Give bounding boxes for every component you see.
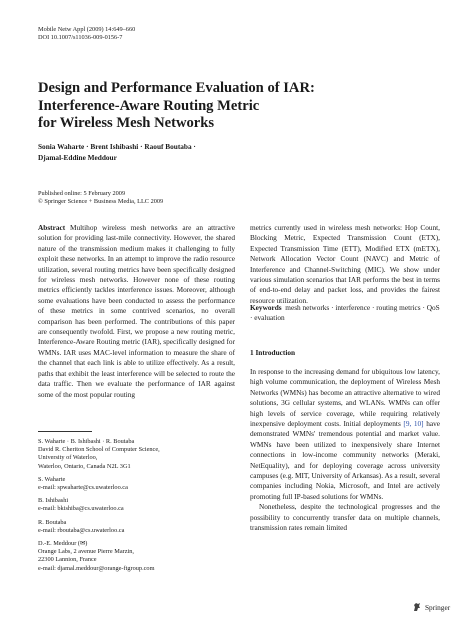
affiliation-line: S. Waharte bbox=[38, 475, 66, 483]
intro-paragraph-2: Nonetheless, despite the technological progresses and the possibility to concurrently transfer data on multiple channels, transmission rates remain limited bbox=[250, 502, 440, 533]
affiliation-block bbox=[38, 540, 238, 573]
affiliation-line: B. Ishibashi bbox=[38, 497, 69, 505]
affiliation-line: R. Boutaba bbox=[38, 518, 67, 526]
title-line-3: for Wireless Mesh Networks bbox=[38, 115, 215, 131]
intro-paragraph-1 bbox=[250, 367, 440, 502]
affiliation-line: S. Waharte · B. Ishibashi · R. Boutaba bbox=[38, 438, 135, 445]
abstract-label: Abstract bbox=[38, 223, 66, 232]
affiliation-line: 22300 Lannion, France bbox=[38, 556, 97, 564]
affiliation-line: D.-E. Meddour (✉) bbox=[38, 540, 88, 548]
affiliation-line: University of Waterloo, bbox=[38, 454, 98, 462]
introduction-body bbox=[250, 367, 440, 534]
affiliation-block bbox=[38, 497, 238, 513]
affiliation-block bbox=[38, 519, 238, 535]
publication-info bbox=[38, 190, 163, 207]
journal-citation: Mobile Netw Appl (2009) 14:649–660 bbox=[38, 26, 136, 33]
section-heading-introduction: 1 Introduction bbox=[250, 348, 296, 357]
abstract-paragraph bbox=[38, 223, 235, 400]
abstract-text-right: metrics currently used in wireless mesh networks: Hop Count, Blocking Metric, Expected Transmission Count (ETX), Expected Transmission Time (ETT), Modified ETX (mETX), Network Allocation Vector Count (NAVC) and Metric of Interference and Channel-Switching (MIC). We show under various simulation scenarios that IAR performs the best in terms of end-to-end delay and packet loss, and provides the fairest resource utilization. bbox=[250, 223, 440, 305]
author-list bbox=[38, 142, 338, 163]
keywords-text: mesh networks · interference · routing metrics · QoS · evaluation bbox=[250, 303, 440, 323]
affiliation-line: Waterloo, Ontario, Canada N2L 3G1 bbox=[38, 462, 131, 470]
intro-text: have demonstrated WMNs' tremendous potential and market value. WMNs have been utilized to inexpensively share Internet connections in low-income community networks (Meraki, NetEquality), and for deploying coverage across university campuses (e.g. MIT, University of Arkansas). As a result, several companies including Nokia, Microsoft, and Intel are actively promoting full IP-based solutions for WMNs. bbox=[250, 419, 440, 501]
paper-title bbox=[38, 80, 438, 133]
affiliations bbox=[38, 438, 238, 578]
affiliation-line: David R. Cheriton School of Computer Science, bbox=[38, 446, 160, 454]
springer-horse-icon bbox=[412, 602, 422, 612]
keywords-label: Keywords bbox=[250, 303, 282, 312]
title-line-1: Design and Performance Evaluation of IAR: bbox=[38, 80, 315, 96]
citation-link[interactable]: [9, 10] bbox=[403, 419, 424, 429]
authors-line-1: Sonia Waharte · Brent Ishibashi · Raouf Boutaba · bbox=[38, 142, 196, 151]
authors-line-2: Djamal-Eddine Meddour bbox=[38, 152, 117, 162]
published-date: Published online: 5 February 2009 bbox=[38, 190, 126, 197]
affiliation-line: e-mail: bkishiba@cs.uwaterloo.ca bbox=[38, 505, 124, 513]
keywords bbox=[250, 303, 440, 324]
abstract-left-column bbox=[38, 223, 235, 400]
springer-logo bbox=[412, 602, 450, 612]
affiliation-line: e-mail: rboutaba@cs.uwaterloo.ca bbox=[38, 526, 125, 534]
springer-wordmark: Springer bbox=[425, 602, 451, 612]
title-line-2: Interference-Aware Routing Metric bbox=[38, 97, 260, 114]
abstract-text-left: Multihop wireless mesh networks are an attractive solution for providing last-mile connectivity. However, the shared nature of the transmission medium makes it challenging to fully exploit these networks. In an attempt to improve the radio resource utilization, several routing metrics have been specifically designed for wireless mesh networks. However none of these routing metrics efficiently tackles interference issues. Moreover, although some evaluations have been conducted to assess the performance of these metrics in some contrived scenarios, no overall comparison has been performed. The contributions of this paper are consequently twofold. First, we propose a new routing metric, Interference-Aware Routing metric (IAR), specifically designed for WMNs. IAR uses MAC-level information to measure the share of the channel that each link is able to utilize effectively. As a result, paths that exhibit the least interference will be selected to route the data traffic. Then we evaluate the performance of IAR against some of the most popular routing bbox=[38, 223, 235, 399]
copyright: © Springer Science + Business Media, LLC 2009 bbox=[38, 198, 164, 206]
journal-header bbox=[38, 26, 135, 43]
affiliation-block bbox=[38, 476, 238, 492]
doi: DOI 10.1007/s11036-009-0156-7 bbox=[38, 34, 123, 42]
affiliation-line: e-mail: djamal.meddour@orange-ftgroup.com bbox=[38, 564, 155, 572]
abstract-right-column bbox=[250, 223, 440, 306]
affiliation-line: e-mail: spwaharte@cs.uwaterloo.ca bbox=[38, 484, 128, 492]
intro-text: In response to the increasing demand for ubiquitous low latency, high volume communication, the deployment of Wireless Mesh Networks (WMNs) has become an attractive alternative to wired solutions, 3G cellular systems, and WLANs. WMNs can offer high levels of service coverage, while requiring relatively inexpensive deployment costs. Initial deployments bbox=[250, 367, 440, 429]
affiliation-block bbox=[38, 438, 238, 471]
affiliation-line: Orange Labs, 2 avenue Pierre Marzin, bbox=[38, 548, 134, 556]
footnote-divider bbox=[38, 431, 92, 432]
